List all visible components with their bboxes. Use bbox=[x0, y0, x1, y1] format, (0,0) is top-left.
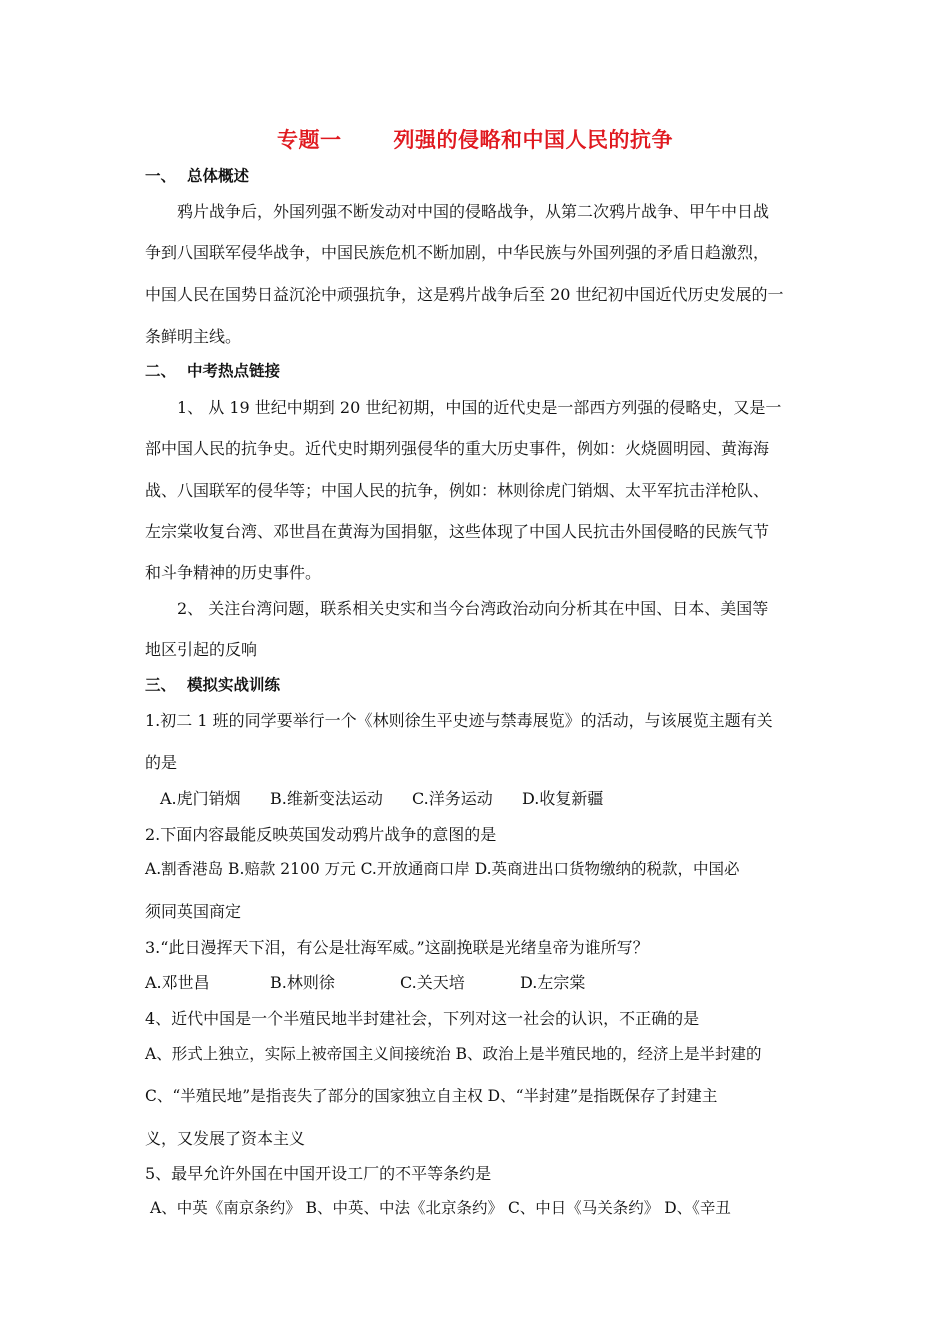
question-5-options: A、中英《南京条约》 B、中英、中法《北京条约》 C、中日《马关条约》 D、《辛丑 bbox=[150, 1199, 731, 1217]
question-1-stem: 1.初二 1 班的同学要举行一个《林则徐生平史迹与禁毒展览》的活动，与该展览主题有关 bbox=[145, 711, 773, 730]
question-5-stem: 5、最早允许外国在中国开设工厂的不平等条约是 bbox=[145, 1164, 492, 1183]
title-part-1: 专题一 bbox=[277, 128, 342, 152]
paragraph-line: 争到八国联军侵华战争，中国民族危机不断加剧，中华民族与外国列强的矛盾日趋激烈， bbox=[145, 243, 770, 262]
question-2-options: A.割香港岛 B.赔款 2100 万元 C.开放通商口岸 D.英商进出口货物缴纳的税款，中国必 bbox=[145, 860, 740, 878]
paragraph-line: 地区引起的反响 bbox=[145, 640, 258, 659]
paragraph-line: 战、八国联军的侵华等；中国人民的抗争，例如：林则徐虎门销烟、太平军抗击洋枪队、 bbox=[145, 481, 770, 500]
section-heading-hotspot: 二、 中考热点链接 bbox=[145, 362, 281, 380]
question-2-stem: 2.下面内容最能反映英国发动鸦片战争的意图的是 bbox=[145, 825, 497, 844]
option-b: B.林则徐 bbox=[270, 973, 335, 992]
question-4-options-line-3: 义，又发展了资本主义 bbox=[145, 1129, 306, 1148]
question-2-options-cont: 须同英国商定 bbox=[145, 902, 242, 921]
option-c: C.关天培 bbox=[400, 973, 465, 992]
option-d: D.左宗棠 bbox=[520, 973, 586, 992]
paragraph-line: 鸦片战争后，外国列强不断发动对中国的侵略战争，从第二次鸦片战争、甲午中日战 bbox=[177, 202, 770, 221]
section-heading-overview: 一、 总体概述 bbox=[145, 167, 250, 185]
paragraph-line: 中国人民在国势日益沉沦中顽强抗争，这是鸦片战争后至 20 世纪初中国近代历史发展的一 bbox=[145, 285, 784, 304]
question-4-stem: 4、近代中国是一个半殖民地半封建社会，下列对这一社会的认识，不正确的是 bbox=[145, 1009, 700, 1028]
option-d: D.收复新疆 bbox=[522, 789, 604, 808]
paragraph-line: 和斗争精神的历史事件。 bbox=[145, 563, 322, 582]
paragraph-line: 1、 从 19 世纪中期到 20 世纪初期，中国的近代史是一部西方列强的侵略史，又是一 bbox=[177, 398, 782, 417]
option-b: B.维新变法运动 bbox=[270, 789, 383, 808]
question-4-options-line-2: C、“半殖民地”是指丧失了部分的国家独立自主权 D、“半封建”是指既保存了封建主 bbox=[145, 1087, 718, 1105]
paragraph-line: 条鲜明主线。 bbox=[145, 327, 242, 346]
page-title bbox=[0, 124, 950, 154]
question-3-stem: 3.“此日漫挥天下泪，有公是壮海军威。”这副挽联是光绪皇帝为谁所写？ bbox=[145, 938, 649, 957]
question-1-stem-cont: 的是 bbox=[145, 753, 178, 772]
paragraph-line: 左宗棠收复台湾、邓世昌在黄海为国捐躯，这些体现了中国人民抗击外国侵略的民族气节 bbox=[145, 522, 770, 541]
title-part-2: 列强的侵略和中国人民的抗争 bbox=[393, 128, 673, 152]
paragraph-line: 2、 关注台湾问题，联系相关史实和当今台湾政治动向分析其在中国、日本、美国等 bbox=[177, 599, 769, 618]
option-c: C.洋务运动 bbox=[412, 789, 493, 808]
section-heading-practice: 三、 模拟实战训练 bbox=[145, 676, 281, 694]
question-3-options bbox=[145, 970, 810, 993]
question-1-options bbox=[160, 786, 825, 809]
option-a: A.邓世昌 bbox=[145, 973, 210, 992]
paragraph-line: 部中国人民的抗争史。近代史时期列强侵华的重大历史事件，例如：火烧圆明园、黄海海 bbox=[145, 439, 770, 458]
question-4-options-line-1: A、形式上独立，实际上被帝国主义间接统治 B、政治上是半殖民地的，经济上是半封建的 bbox=[145, 1045, 762, 1063]
option-a: A.虎门销烟 bbox=[160, 789, 241, 808]
